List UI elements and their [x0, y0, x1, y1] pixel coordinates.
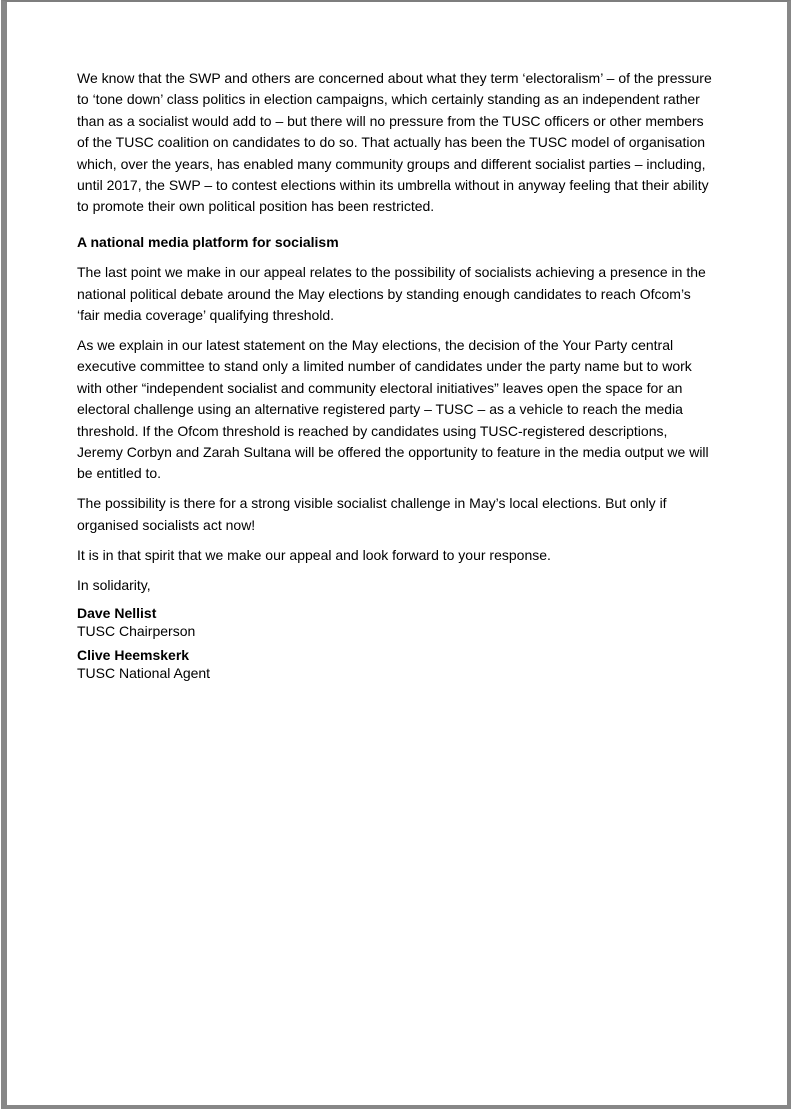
paragraph-your-party-decision: As we explain in our latest statement on the May elections, the decision of the Your Party central executive committee to stand only a limited number of candidates under the party name but to work with other “independent socialist and community electoral initiatives” leaves open the space for an electoral challenge using an alternative registered party – TUSC – as a vehicle to reach the media threshold. If the Ofcom threshold is reached by candidates using TUSC-registered descriptions, Jeremy Corbyn and Zarah Sultana will be offered the opportunity to feature in the media output we will be entitled to.	[77, 336, 709, 482]
closing-salutation: In solidarity,	[77, 576, 151, 593]
signatory-name: Dave Nellist	[77, 605, 157, 622]
signature-block	[77, 604, 715, 640]
paragraph-electoralism: We know that the SWP and others are concerned about what they term ‘electoralism’ – of the pressure to ‘tone down’ class politics in election campaigns, which certainly standing as an independent rather than as a socialist would add to – but there will no pressure from the TUSC officers or other members of the TUSC coalition on candidates to do so. That actually has been the TUSC model of organisation which, over the years, has enabled many community groups and different socialist parties – including, until 2017, the SWP – to contest elections within its umbrella without in anyway feeling that their ability to promote their own political position has been restricted.	[77, 70, 712, 215]
paragraph-possibility: The possibility is there for a strong visible socialist challenge in May’s local elections. But only if organised socialists act now!	[77, 495, 667, 533]
signatory-role: TUSC National Agent	[77, 665, 211, 682]
signatory-role: TUSC Chairperson	[77, 623, 196, 640]
paragraph-last-point: The last point we make in our appeal relates to the possibility of socialists achieving a presence in the national political debate around the May elections by standing enough candidates to reach Ofcom’s ‘fair media coverage’ qualifying threshold.	[77, 264, 706, 324]
section-heading-media-platform: A national media platform for socialism	[77, 233, 339, 250]
paragraph-appeal-response: It is in that spirit that we make our appeal and look forward to your response.	[77, 546, 551, 563]
letter-body	[7, 0, 715, 688]
signature-block	[77, 646, 715, 682]
signatory-name: Clive Heemskerk	[77, 647, 190, 664]
